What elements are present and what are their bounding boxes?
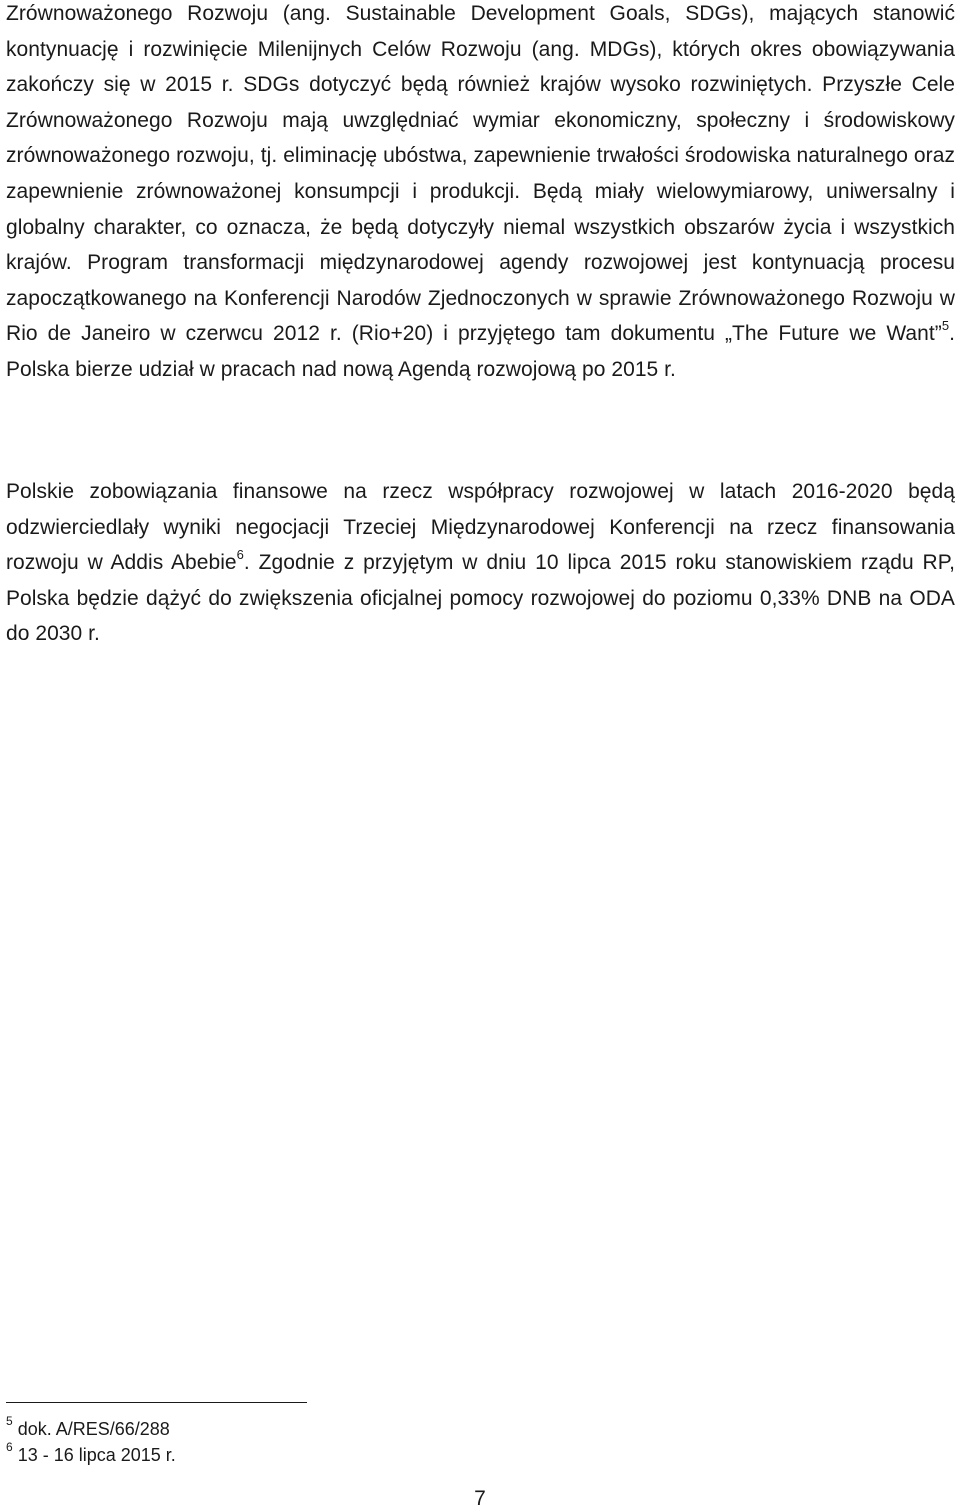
- footnote-text: dok. A/RES/66/288: [17, 1419, 170, 1439]
- footnote-text: 13 - 16 lipca 2015 r.: [17, 1445, 176, 1465]
- footnote-separator: [6, 1402, 307, 1403]
- paragraph-text: . Polska bierze udział w pracach nad nową Agendą rozwojową po 2015 r.: [6, 322, 955, 381]
- footnote-reference-6: 6: [236, 547, 244, 563]
- paragraph-text: Polskie zobowiązania finansowe na rzecz współpracy rozwojowej w latach 2016-2020 będą odzwierciedlały wyniki negocjacji Trzeciej Międzynarodowej Konferencji na rzecz finansowania rozwoju w Addis Abebie: [6, 480, 955, 575]
- paragraph-text: Zrównoważonego Rozwoju (ang. Sustainable Development Goals, SDGs), mających stanowić kontynuację i rozwinięcie Milenijnych Celów Rozwoju (ang. MDGs), których okres obowiązywania zakończy się w 2015 r. SDGs dotyczyć będą również krajów wysoko rozwiniętych. Przyszłe Cele Zrównoważonego Rozwoju mają uwzględniać wymiar ekonomiczny, społeczny i środowiskowy zrównoważonego rozwoju, tj. eliminację ubóstwa, zapewnienie trwałości środowiska naturalnego oraz zapewnienie zrównoważonej konsumpcji i produkcji. Będą miały wielowymiarowy, uniwersalny i globalny charakter, co oznacza, że będą dotyczyły niemal wszystkich obszarów życia i wszystkich krajów. Program transformacji międzynarodowej agendy rozwojowej jest kontynuacją procesu zapoczątkowanego na Konferencji Narodów Zjednoczonych w sprawie Zrównoważonego Rozwoju w Rio de Janeiro w czerwcu 2012 r. (Rio+20) i przyjętego tam dokumentu „The Future we Want”: [6, 2, 955, 346]
- paragraph-text: . Zgodnie z przyjętym w dniu 10 lipca 2015 roku stanowiskiem rządu RP, Polska będzie dążyć do zwiększenia oficjalnej pomocy rozwojowej do poziomu 0,33% DNB na ODA do 2030 r.: [6, 551, 955, 646]
- footnote-reference-5: 5: [941, 318, 950, 334]
- page-number: 7: [474, 1487, 486, 1510]
- footnote-6: [6, 1440, 176, 1466]
- footnote-number: 5: [6, 1414, 13, 1428]
- footnote-number: 6: [6, 1440, 13, 1454]
- body-paragraph-sdgs: [6, 0, 955, 388]
- body-paragraph-financing: [6, 474, 955, 652]
- footnote-5: [6, 1414, 170, 1440]
